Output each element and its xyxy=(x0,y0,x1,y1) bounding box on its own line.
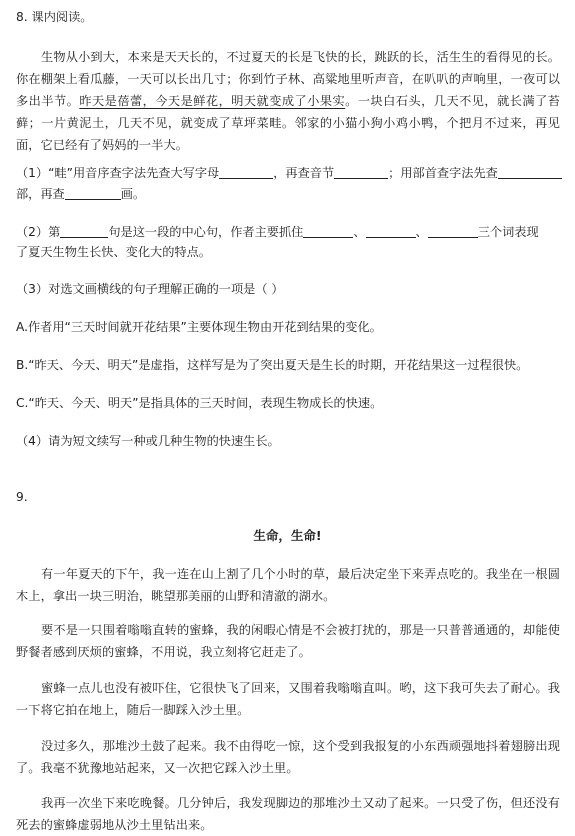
q8-sub2-text-d: 了夏天生物生长快、变化大的特点。 xyxy=(16,245,211,259)
q9-paragraph: 蜜蜂一点儿也没有被吓住，它很快飞了回来，又围着我嗡嗡直叫。哟，这下我可失去了耐心。我一下将它拍在地上，随后一脚踩入沙土里。 xyxy=(16,681,560,717)
question-8-number: 8. xyxy=(16,10,28,24)
q8-sub1-text-e: 画。 xyxy=(120,187,146,201)
answer-blank[interactable] xyxy=(366,223,416,238)
q8-subquestion-2 xyxy=(16,221,539,243)
q9-paragraph: 没过多久，那堆沙土鼓了起来。我不由得吃一惊，这个受到我报复的小东西顽强地抖着翅膀出现了。我毫不犹豫地站起来，又一次把它踩入沙土里。 xyxy=(16,739,560,775)
question-9-number: 9. xyxy=(16,490,28,504)
q8-sub1-text-b: ，再查音节 xyxy=(273,166,335,180)
q8-option-a[interactable]: A.作者用“三天时间就开花结果”主要体现生物由开花到结果的变化。 xyxy=(16,320,382,334)
q8-sub1-text-a: （1）“畦”用音序查字法先查大写字母 xyxy=(16,166,220,180)
q8-subquestion-1-cont xyxy=(16,183,145,205)
q8-option-b[interactable]: B.“昨天、今天、明天”是虚指，这样写是为了突出夏天是生长的时期，开花结果这一过程很快。 xyxy=(16,358,529,372)
q8-underlined-sentence: 昨天是蓓蕾，今天是鲜花，明天就变成了小果实 xyxy=(79,94,346,108)
q8-sub2-text-c: 三个词表现 xyxy=(477,225,539,239)
q8-sub2-sep: 、 xyxy=(415,225,428,239)
q8-subquestion-1 xyxy=(16,162,562,184)
q9-paragraph: 我再一次坐下来吃晚餐。几分钟后，我发现脚边的那堆沙土又动了起来。一只受了伤，但还没有死去的蜜蜂虚弱地从沙土里钻出来。 xyxy=(16,796,560,832)
q8-sub2-sep: 、 xyxy=(353,225,366,239)
q8-sub2-text-b: 句是这一段的中心句，作者主要抓住 xyxy=(108,225,304,239)
q8-passage-before: 生物从小到大，本来是天天长的，不过夏天的长是飞快的长，跳跃的长，活生生的看得见的长。你在棚架上看瓜藤，一天可以长出几寸；你到竹子林、高粱地里听声音，在叭叭的声响里，一夜可以多出半节。 xyxy=(16,50,560,108)
answer-blank[interactable] xyxy=(334,164,388,179)
q8-passage-after: 。一块白石头，几天不见，就长满了苔藓；一片黄泥土，几天不见，就变成了草坪菜畦。邻家的小猫小狗小鸡小鸭，个把月不过来，再见面，它已经有了妈妈的一半大。 xyxy=(16,94,561,152)
q9-paragraph: 要不是一只围着嗡嗡直转的蜜蜂，我的闲暇心情是不会被打扰的，那是一只普普通通的，却能使野餐者感到厌烦的蜜蜂，不用说，我立刻将它赶走了。 xyxy=(16,623,560,659)
answer-blank[interactable] xyxy=(219,164,273,179)
answer-blank[interactable] xyxy=(428,223,478,238)
q8-option-c[interactable]: C.“昨天、今天、明天”是指具体的三天时间，表现生物成长的快速。 xyxy=(16,396,383,410)
q8-subquestion-2-cont xyxy=(16,241,211,263)
q8-sub1-text-c: ；用部首查字法先查 xyxy=(388,166,498,180)
q8-sub1-text-d: 部，再查 xyxy=(16,187,65,201)
answer-blank[interactable] xyxy=(303,223,353,238)
question-8-header xyxy=(16,6,92,28)
q8-passage xyxy=(16,46,560,156)
q8-subquestion-3: （3）对选文画横线的句子理解正确的一项是（ ） xyxy=(16,282,284,296)
q9-passage-title: 生命，生命! xyxy=(253,528,322,543)
q8-sub2-text-a: （2）第 xyxy=(16,225,61,239)
q8-subquestion-4: （4）请为短文续写一种或几种生物的快速生长。 xyxy=(16,434,280,448)
q9-paragraph: 有一年夏天的下午，我一连在山上割了几个小时的草，最后决定坐下来弄点吃的。我坐在一根圆木上，拿出一块三明治，眺望那美丽的山野和清澈的湖水。 xyxy=(16,567,560,603)
answer-blank[interactable] xyxy=(60,223,108,238)
answer-blank[interactable] xyxy=(65,185,121,200)
question-8-heading: 课内阅读。 xyxy=(31,10,93,24)
answer-blank[interactable] xyxy=(498,164,562,179)
